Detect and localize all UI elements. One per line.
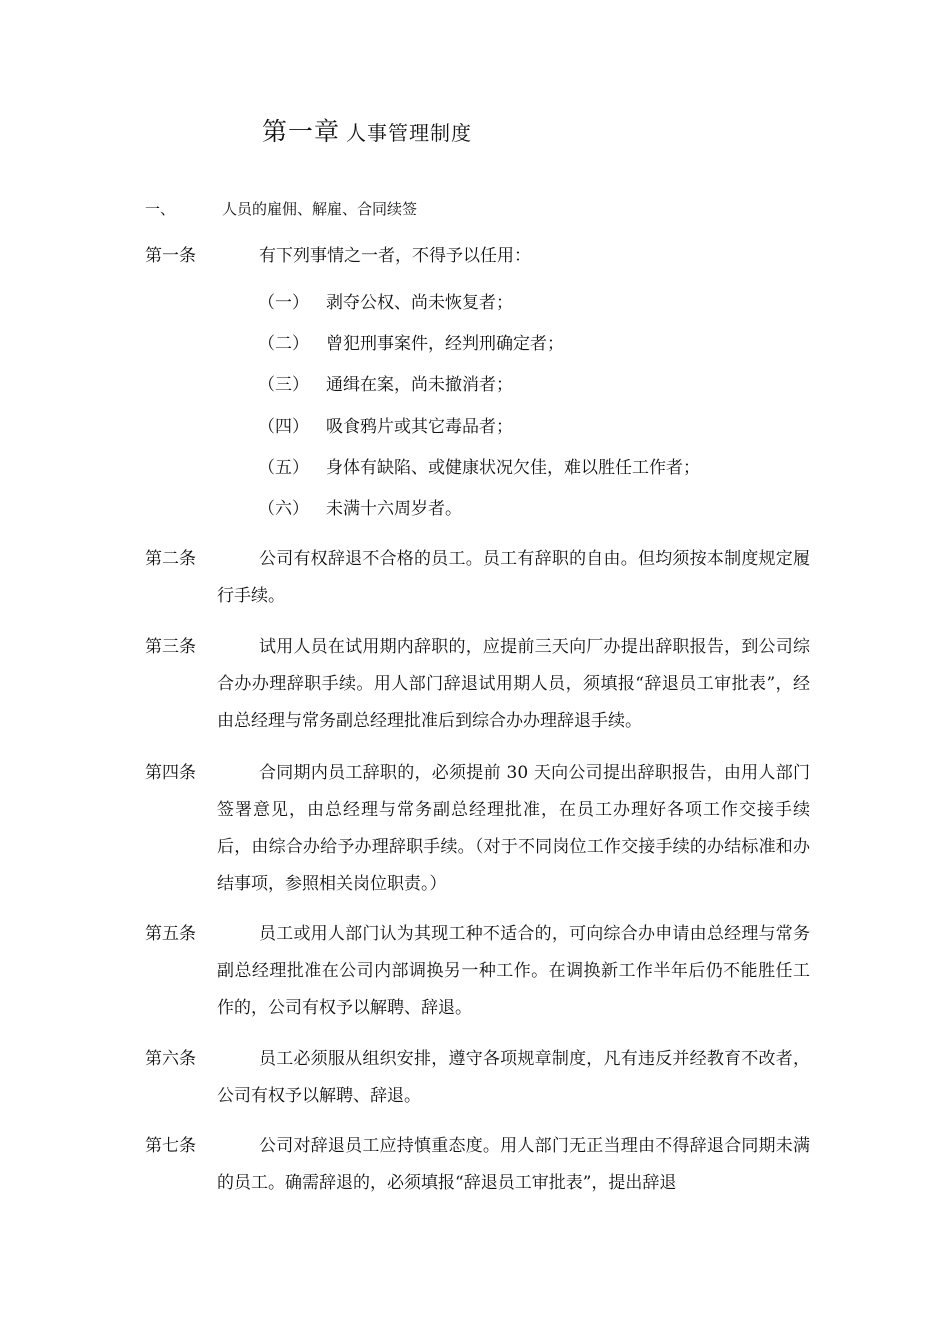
- item-number: （一）: [258, 293, 309, 313]
- article-5: [145, 916, 810, 1027]
- list-item: [258, 332, 564, 356]
- article-4: [145, 755, 810, 903]
- chapter-title: 人事管理制度: [346, 121, 473, 145]
- item-number: （三）: [258, 375, 309, 395]
- item-text: 剥夺公权、尚未恢复者；: [326, 293, 513, 313]
- item-text: 曾犯刑事案件，经判刑确定者；: [326, 334, 564, 354]
- article-label: 第六条: [145, 1049, 196, 1069]
- list-item: [258, 373, 513, 397]
- article-text: 试用人员在试用期内辞职的，应提前三天向厂办提出辞职报告，到公司综合办办理辞职手续。用人部门辞退试用期人员，须填报“辞退员工审批表”，经由总经理与常务副总经理批准后到综合办办理辞退手续。: [217, 637, 810, 731]
- article-label: 第二条: [145, 549, 196, 569]
- article-7: [145, 1128, 810, 1202]
- article-text: 公司有权辞退不合格的员工。员工有辞职的自由。但均须按本制度规定履行手续。: [217, 549, 810, 606]
- section-number: 一、: [145, 200, 176, 218]
- article-text: 员工必须服从组织安排，遵守各项规章制度，凡有违反并经教育不改者，公司有权予以解聘、辞退。: [217, 1049, 810, 1106]
- item-text: 通缉在案，尚未撤消者；: [326, 375, 513, 395]
- section-title: 人员的雇佣、解雇、合同续签: [222, 200, 418, 218]
- article-label: 第一条: [145, 246, 196, 266]
- article-2: [145, 541, 810, 615]
- article-1: [145, 238, 810, 275]
- article-text: 员工或用人部门认为其现工种不适合的，可向综合办申请由总经理与常务副总经理批准在公司内部调换另一种工作。在调换新工作半年后仍不能胜任工作的，公司有权予以解聘、辞退。: [217, 924, 810, 1018]
- article-3: [145, 629, 810, 740]
- article-text: 有下列事情之一者，不得予以任用：: [259, 246, 531, 266]
- item-text: 身体有缺陷、或健康状况欠佳，难以胜任工作者；: [326, 458, 700, 478]
- chapter-heading: [262, 112, 472, 148]
- section-heading: [145, 198, 417, 219]
- list-item: [258, 291, 513, 315]
- article-6: [145, 1041, 810, 1115]
- chapter-number: 第一章: [262, 117, 341, 146]
- article-label: 第七条: [145, 1136, 196, 1156]
- article-label: 第五条: [145, 924, 196, 944]
- list-item: [258, 456, 700, 480]
- article-text: 合同期内员工辞职的，必须提前 30 天向公司提出辞职报告，由用人部门签署意见，由总经理与常务副总经理批准，在员工办理好各项工作交接手续后，由综合办给予办理辞职手续。（对于不同岗位工作交接手续的办结标准和办结事项，参照相关岗位职责。）: [217, 763, 810, 894]
- item-number: （六）: [258, 499, 309, 519]
- item-text: 未满十六周岁者。: [326, 499, 462, 519]
- article-label: 第四条: [145, 763, 196, 783]
- item-number: （五）: [258, 458, 309, 478]
- item-number: （二）: [258, 334, 309, 354]
- article-label: 第三条: [145, 637, 196, 657]
- list-item: [258, 415, 513, 439]
- item-text: 吸食鸦片或其它毒品者；: [326, 417, 513, 437]
- article-text: 公司对辞退员工应持慎重态度。用人部门无正当理由不得辞退合同期未满的员工。确需辞退的，必须填报“辞退员工审批表”，提出辞退: [217, 1136, 810, 1193]
- item-number: （四）: [258, 417, 309, 437]
- list-item: [258, 497, 462, 521]
